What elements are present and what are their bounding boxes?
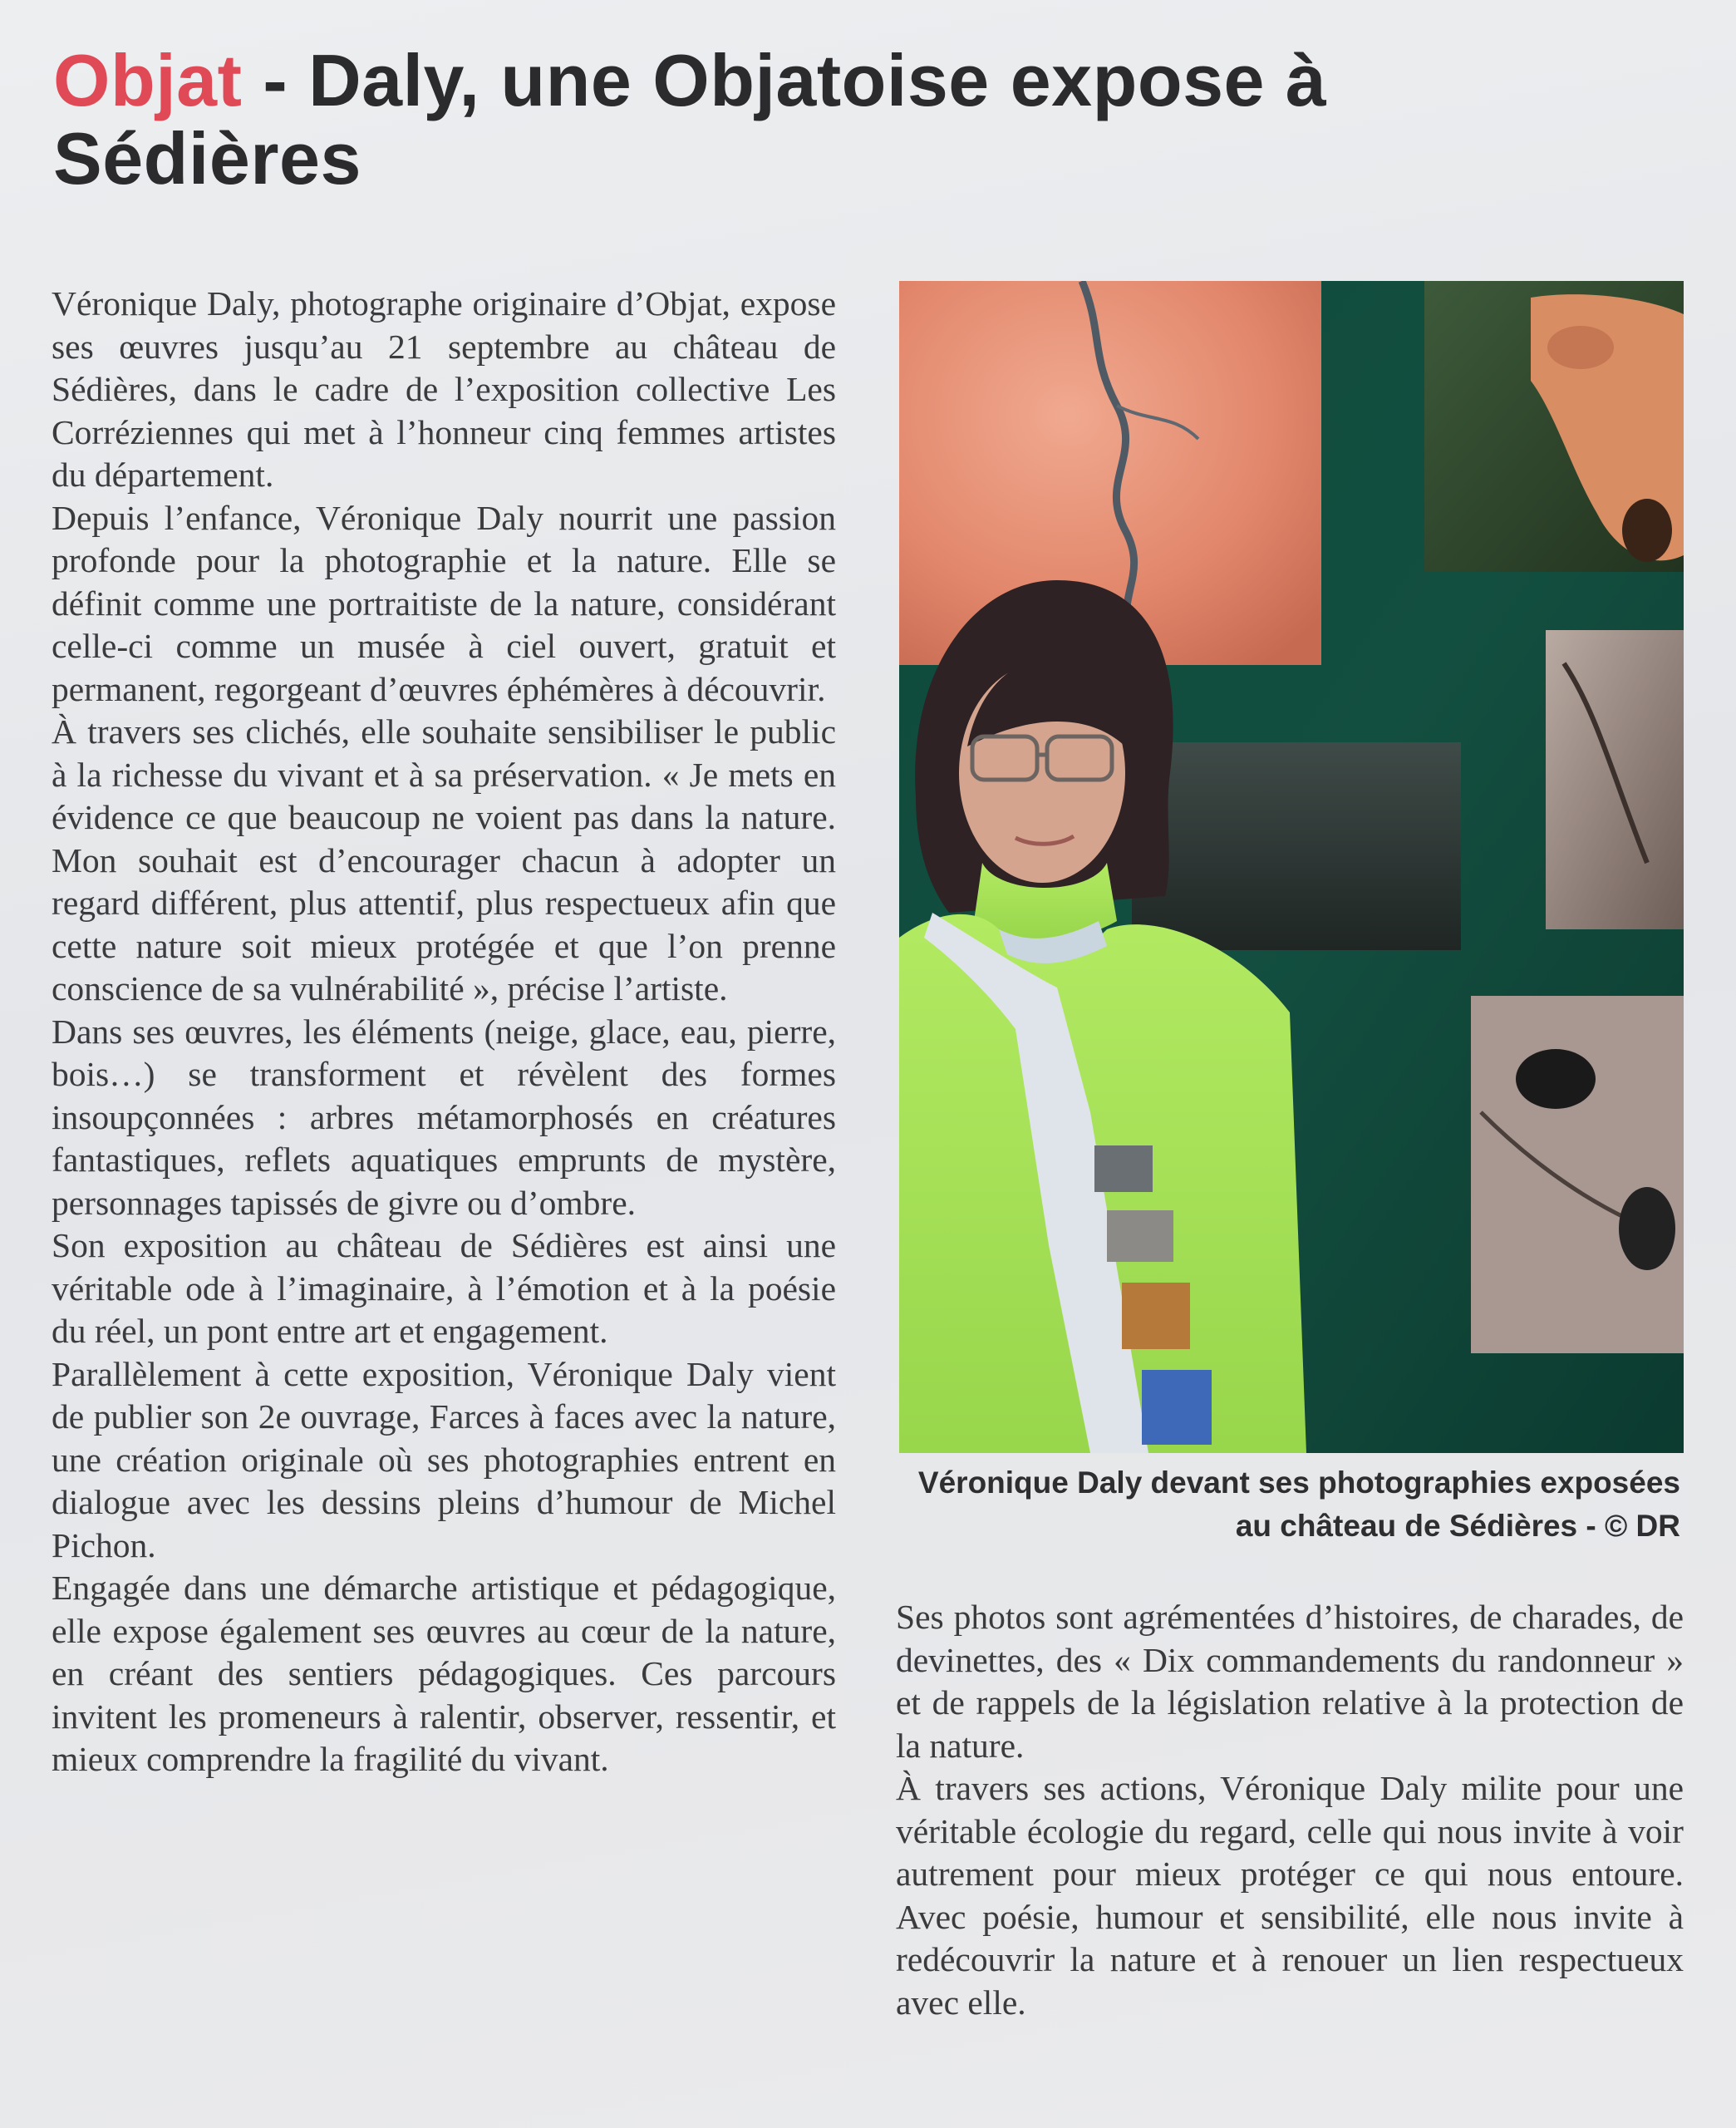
headline-title: - Daly, une Objatoise expose à Sédières [53,39,1327,200]
article-paragraph: À travers ses clichés, elle souhaite sensibiliser le public à la richesse du vivant et à sa préservation. « Je mets en évidence ce que beaucoup ne voient pas dans la nature. Mon souhait est d’encourager chacun à adopter un regard différent, plus attentif, plus respectueux afin que cette nature soit mieux protégée et que l’on prenne conscience de sa vulnérabilité », précise l’artiste. [52,712,836,1007]
article-paragraph: Depuis l’enfance, Véronique Daly nourrit une passion profonde pour la photographie et la nature. Elle se définit comme une portraitiste de la nature, considérant celle-ci comme un musée à ciel ouvert, gratuit et permanent, regorgeant d’œuvres éphémères à découvrir. [52,498,836,708]
article-paragraph: Son exposition au château de Sédières est ainsi une véritable ode à l’imaginaire, à l’émotion et à la poésie du réel, un pont entre art et engagement. [52,1226,836,1350]
article-paragraph: Engagée dans une démarche artistique et pédagogique, elle expose également ses œuvres au cœur de la nature, en créant des sentiers pédagogiques. Ces parcours invitent les promeneurs à ralentir, observer, ressentir, et mieux comprendre la fragilité du vivant. [52,1569,836,1778]
article-paragraph: Dans ses œuvres, les éléments (neige, glace, eau, pierre, bois…) se transforment et révèlent des formes insoupçonnées : arbres métamorphosés en créatures fantastiques, reflets aquatiques emprunts de mystère, personnages tapissés de givre ou d’ombre. [52,1012,836,1222]
article-body-right-column [896,1596,1684,2024]
article-photo [899,281,1684,1453]
article-paragraph: Parallèlement à cette exposition, Véronique Daly vient de publier son 2e ouvrage, Farces à faces avec la nature, une création originale où ses photographies entrent en dialogue avec les dessins pleins d’humour de Michel Pichon. [52,1354,836,1564]
article-headline [53,39,1549,200]
article-paragraph: Véronique Daly, photographe originaire d’Objat, expose ses œuvres jusqu’au 21 septembre au château de Sédières, dans le cadre de l’exposition collective Les Corréziennes qui met à l’honneur cinq femmes artistes du département. [52,284,836,494]
article-body-left-column [52,283,836,1781]
article-paragraph: À travers ses actions, Véronique Daly milite pour une véritable écologie du regard, celle qui nous invite à voir autrement pour mieux protéger ce qui nous entoure. Avec poésie, humour et sensibilité, elle nous invite à redécouvrir la nature et à renouer un lien respectueux avec elle. [896,1769,1684,2022]
article-paragraph: Ses photos sont agrémentées d’histoires, de charades, de devinettes, des « Dix commandements du randonneur » et de rappels de la législation relative à la protection de la nature. [896,1598,1684,1765]
headline-kicker: Objat [53,39,243,121]
photo-caption: Véronique Daly devant ses photographies exposées au château de Sédières - © DR [917,1465,1680,1543]
